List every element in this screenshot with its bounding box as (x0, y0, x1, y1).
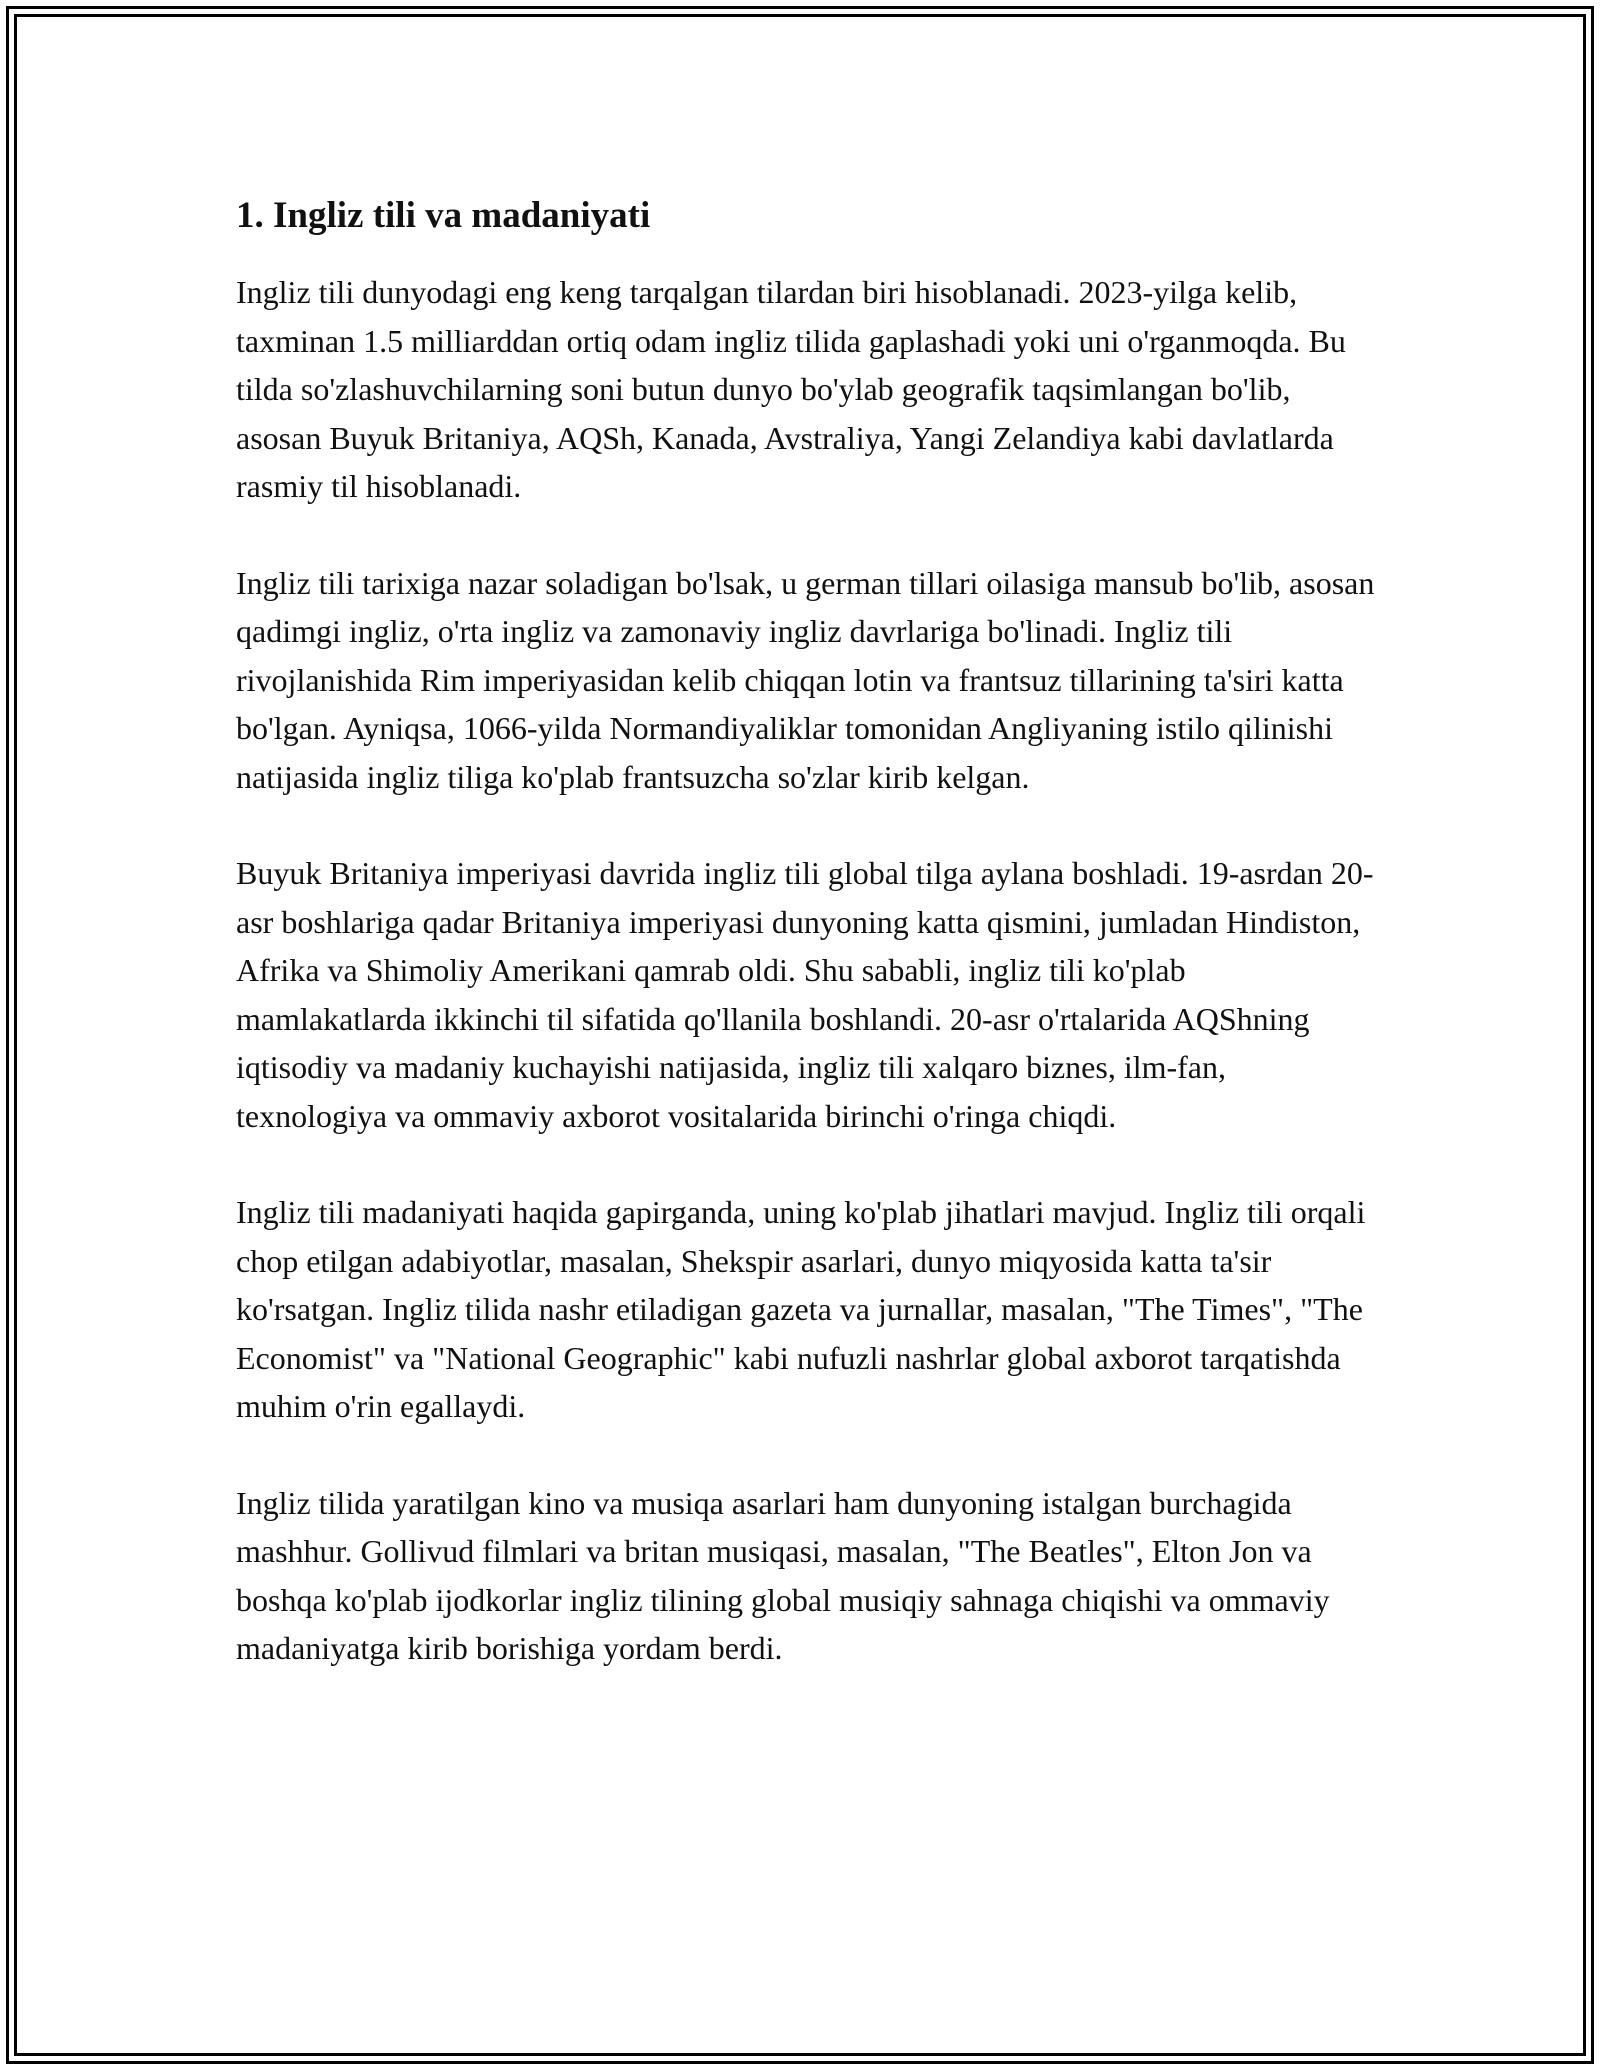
section-title: 1. Ingliz tili va madaniyati (236, 195, 651, 236)
paragraph-3: Buyuk Britaniya imperiyasi davrida ingliz tili global tilga aylana boshladi. 19-asrdan 20-asr boshlariga qadar Britaniya imperiyasi dunyoning katta qismini, jumladan Hindiston, Afrika va Shimoliy Amerikani qamrab oldi. Shu sababli, ingliz tili ko'plab mamlakatlarda ikkinchi til sifatida qo'llanila boshlandi. 20-asr o'rtalarida AQShning iqtisodiy va madaniy kuchayishi natijasida, ingliz tili xalqaro biznes, ilm-fan, texnologiya va ommaviy axborot vositalarida birinchi o'ringa chiqdi. (236, 855, 1374, 1134)
paragraph-4: Ingliz tili madaniyati haqida gapirganda, uning ko'plab jihatlari mavjud. Ingliz tili orqali chop etilgan adabiyotlar, masalan, Shekspir asarlari, dunyo miqyosida katta ta'sir ko'rsatgan. Ingliz tilida nashr etiladigan gazeta va jurnallar, masalan, "The Times", "The Economist" va "National Geographic" kabi nufuzli nashrlar global axborot tarqatishda muhim o'rin egallaydi. (236, 1194, 1366, 1424)
paragraph-5: Ingliz tilida yaratilgan kino va musiqa asarlari ham dunyoning istalgan burchagida mashhur. Gollivud filmlari va britan musiqasi, masalan, "The Beatles", Elton Jon va boshqa ko'plab ijodkorlar ingliz tilining global musiqiy sahnaga chiqishi va ommaviy madaniyatga kirib borishiga yordam berdi. (236, 1484, 1330, 1666)
paragraph-1: Ingliz tili dunyodagi eng keng tarqalgan tilardan biri hisoblanadi. 2023-yilga kelib, taxminan 1.5 milliarddan ortiq odam ingliz tilida gaplashadi yoki uni o'rganmoqda. Bu tilda so'zlashuvchilarning soni butun dunyo bo'ylab geografik taqsimlangan bo'lib, asosan Buyuk Britaniya, AQSh, Kanada, Avstraliya, Yangi Zelandiya kabi davlatlarda rasmiy til hisoblanadi. (236, 274, 1346, 504)
paragraph-2: Ingliz tili tarixiga nazar soladigan bo'lsak, u german tillari oilasiga mansub bo'lib, asosan qadimgi ingliz, o'rta ingliz va zamonaviy ingliz davrlariga bo'linadi. Ingliz tili rivojlanishida Rim imperiyasidan kelib chiqqan lotin va frantsuz tillarining ta'siri katta bo'lgan. Ayniqsa, 1066-yilda Normandiyaliklar tomonidan Angliyaning istilo qilinishi natijasida ingliz tiliga ko'plab frantsuzcha so'zlar kirib kelgan. (236, 564, 1375, 795)
document-body (236, 190, 1376, 1721)
